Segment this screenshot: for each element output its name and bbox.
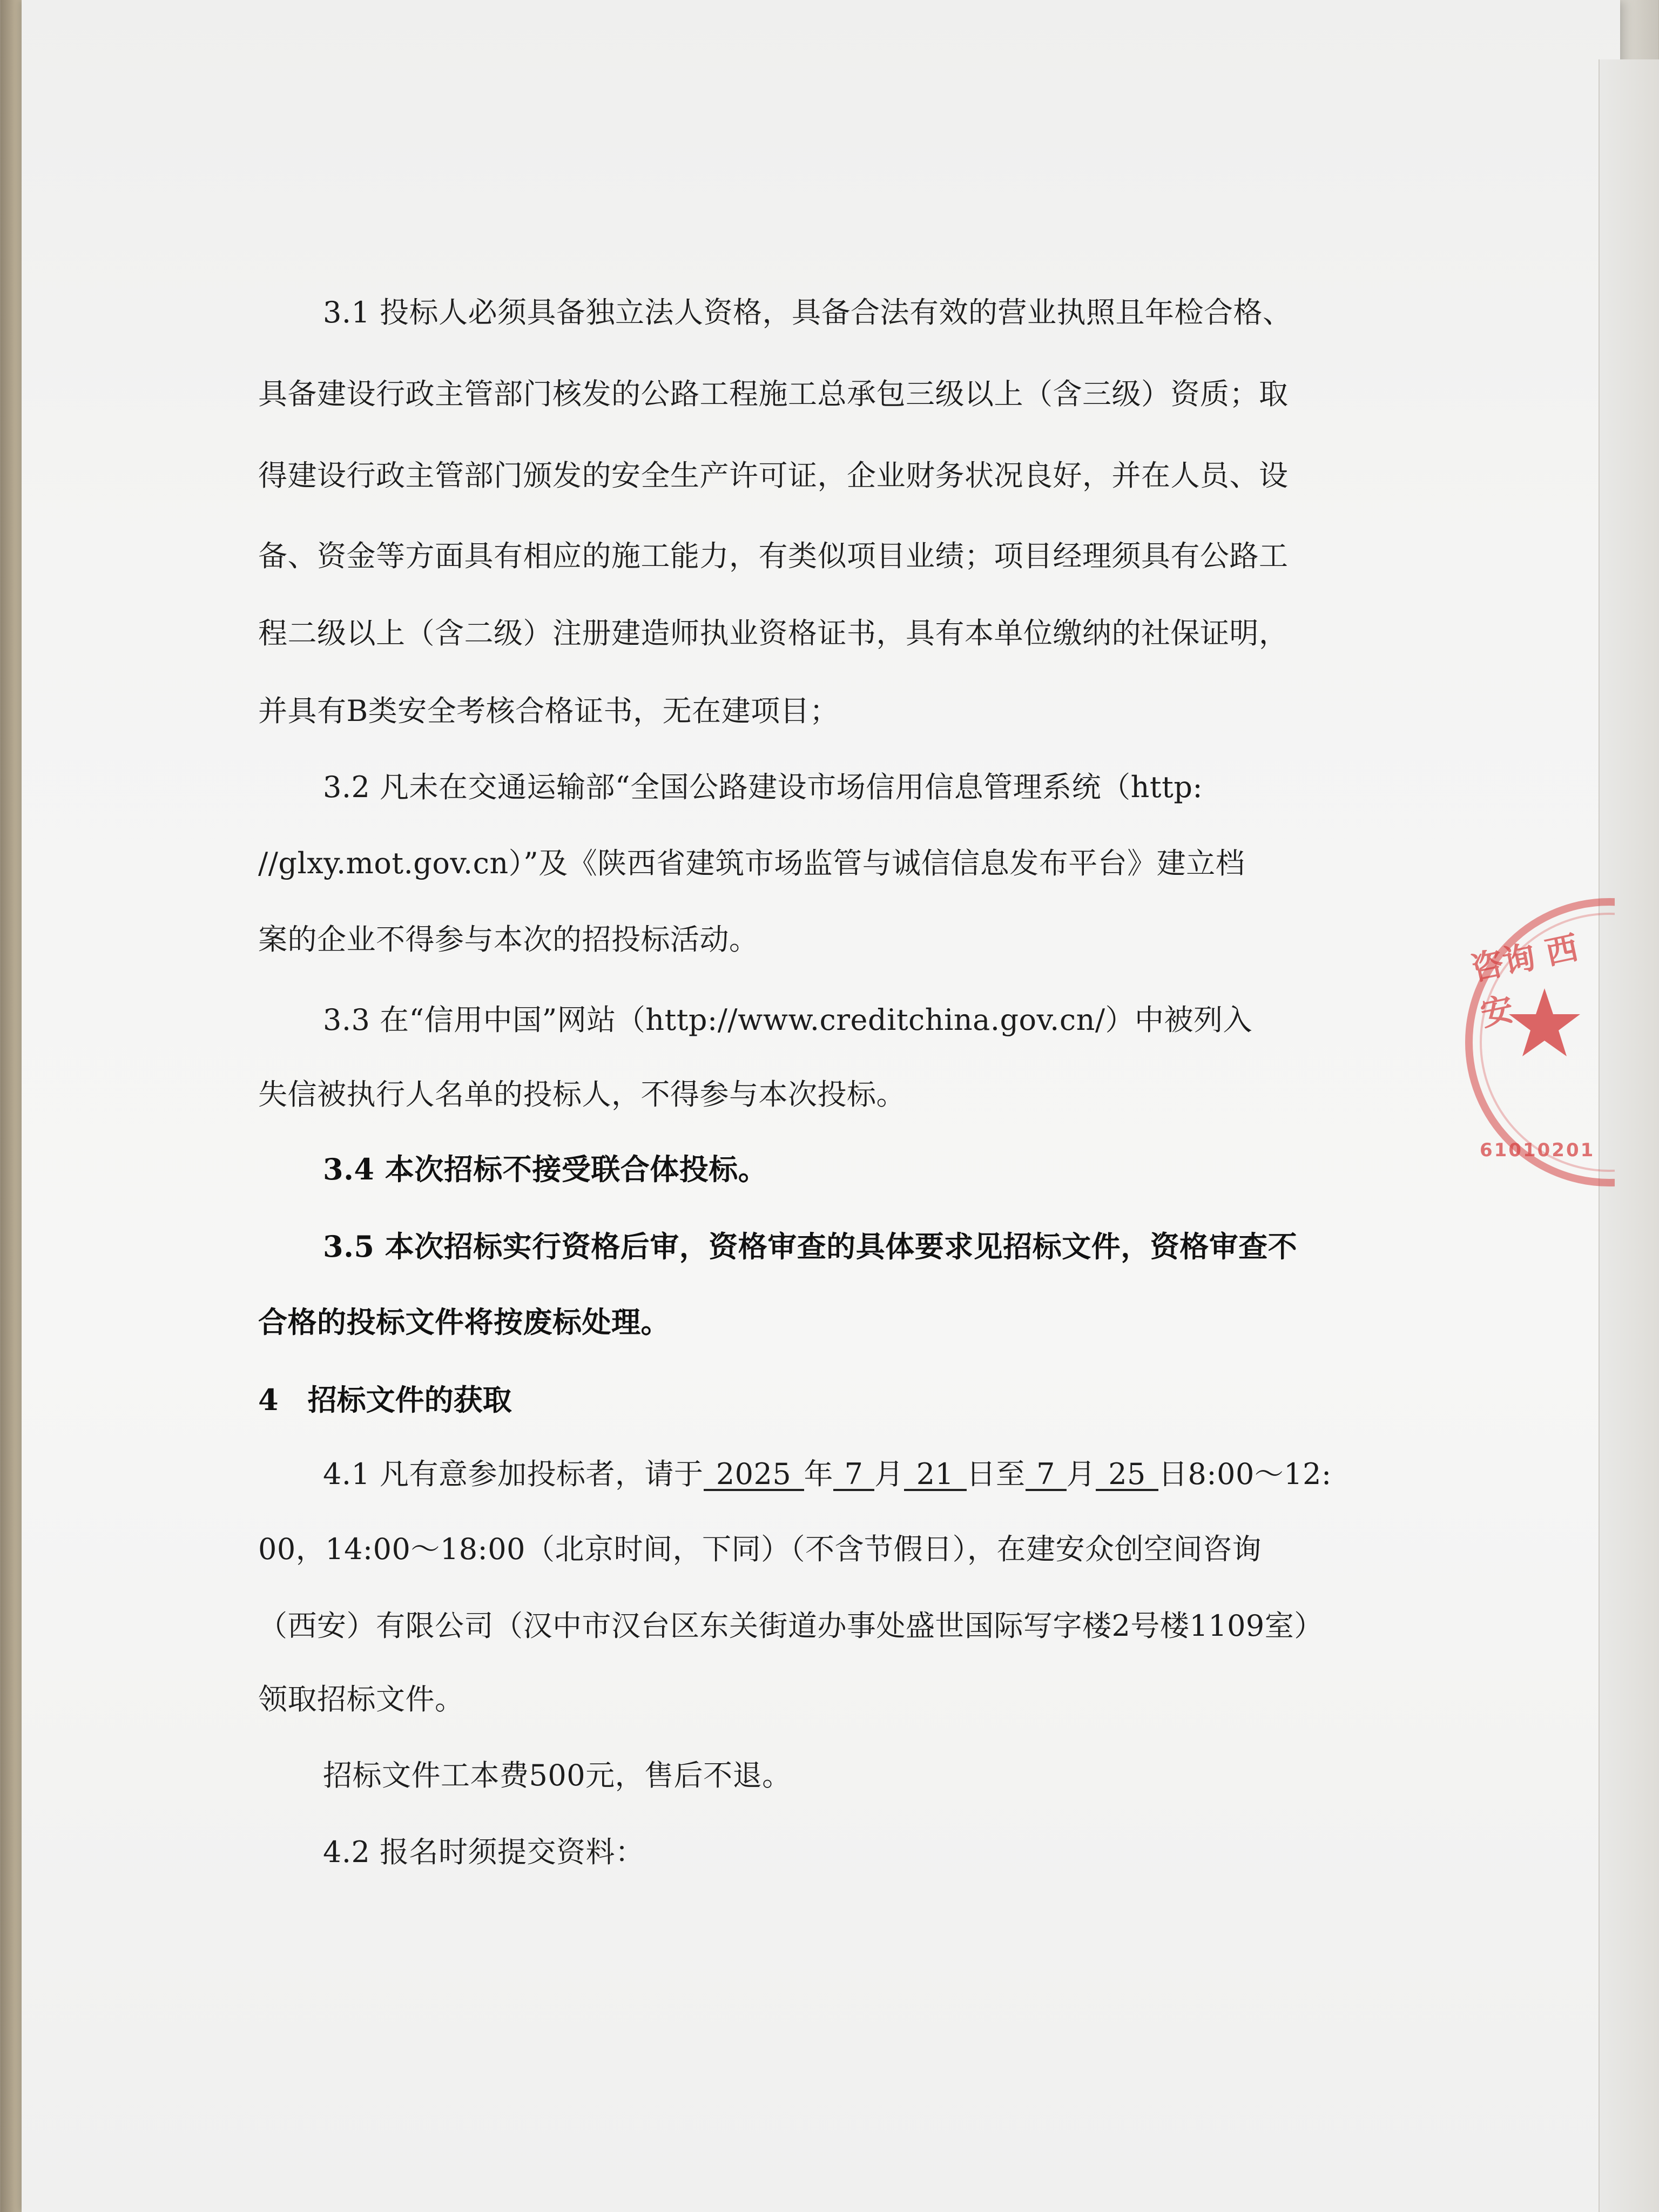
para-4-2: 4.2 报名时须提交资料：: [323, 1835, 645, 1869]
para-4-1-line-2: 00，14:00～18:00（北京时间，下同）（不含节假日），在建安众创空间咨询: [258, 1532, 1262, 1566]
para-3-4-line-1: 3.4 本次招标不接受联合体投标。: [323, 1152, 768, 1186]
para-3-1-line-2: 具备建设行政主管部门核发的公路工程施工总承包三级以上（含三级）资质；取: [258, 377, 1289, 411]
start-month-field: 7: [833, 1460, 874, 1491]
fee-line: 招标文件工本费500元，售后不退。: [323, 1758, 792, 1792]
para-3-1-line-3: 得建设行政主管部门颁发的安全生产许可证，企业财务状况良好，并在人员、设: [258, 458, 1289, 493]
para-4-1-prefix: 4.1 凡有意参加投标者，请于: [323, 1457, 704, 1491]
para-4-1-line-1: [323, 1457, 1332, 1491]
para-3-1-line-1: 3.1 投标人必须具备独立法人资格，具备合法有效的营业执照且年检合格、: [323, 295, 1292, 329]
para-3-2-line-3: 案的企业不得参与本次的招投标活动。: [258, 922, 759, 956]
section-4-heading: 4 招标文件的获取: [258, 1382, 512, 1417]
end-month-unit: 月: [1066, 1457, 1096, 1491]
para-3-1-line-6: 并具有B类安全考核合格证书，无在建项目；: [258, 694, 839, 728]
seal-code: 61010201: [1480, 1139, 1595, 1161]
year-unit: 年: [804, 1457, 834, 1491]
para-3-3-line-2: 失信被执行人名单的投标人，不得参与本次投标。: [258, 1077, 906, 1111]
start-month-unit: 月: [874, 1457, 904, 1491]
para-3-5-line-1: 3.5 本次招标实行资格后审，资格审查的具体要求见招标文件，资格审查不: [323, 1229, 1298, 1264]
para-3-1-line-5: 程二级以上（含二级）注册建造师执业资格证书，具有本单位缴纳的社保证明，: [258, 616, 1289, 650]
start-day-field: 21: [904, 1460, 967, 1491]
end-month-field: 7: [1026, 1460, 1067, 1491]
para-3-2-line-2: //glxy.mot.gov.cn）”及《陕西省建筑市场监管与诚信信息发布平台》建立档: [258, 846, 1245, 880]
para-3-1-line-4: 备、资金等方面具有相应的施工能力，有类似项目业绩；项目经理须具有公路工: [258, 539, 1289, 573]
day-to-text: 日至: [966, 1457, 1026, 1491]
para-3-3-line-1: 3.3 在“信用中国”网站（http://www.creditchina.gov.cn/）中被列入: [323, 1003, 1253, 1037]
end-day-field: 25: [1096, 1460, 1158, 1491]
para-4-1-line-3: （西安）有限公司（汉中市汉台区东关街道办事处盛世国际写字楼2号楼1109室）: [258, 1609, 1324, 1643]
para-3-5-line-2: 合格的投标文件将按废标处理。: [258, 1305, 670, 1339]
time-tail: 日8:00～12:: [1158, 1457, 1332, 1491]
red-seal: [1453, 886, 1615, 1188]
seal-text: 咨询 西安: [1467, 928, 1582, 1034]
para-3-2-line-1: 3.2 凡未在交通运输部“全国公路建设市场信用信息管理系统（http:: [323, 770, 1203, 804]
para-4-1-line-4: 领取招标文件。: [258, 1682, 464, 1716]
year-field: 2025: [704, 1460, 804, 1491]
